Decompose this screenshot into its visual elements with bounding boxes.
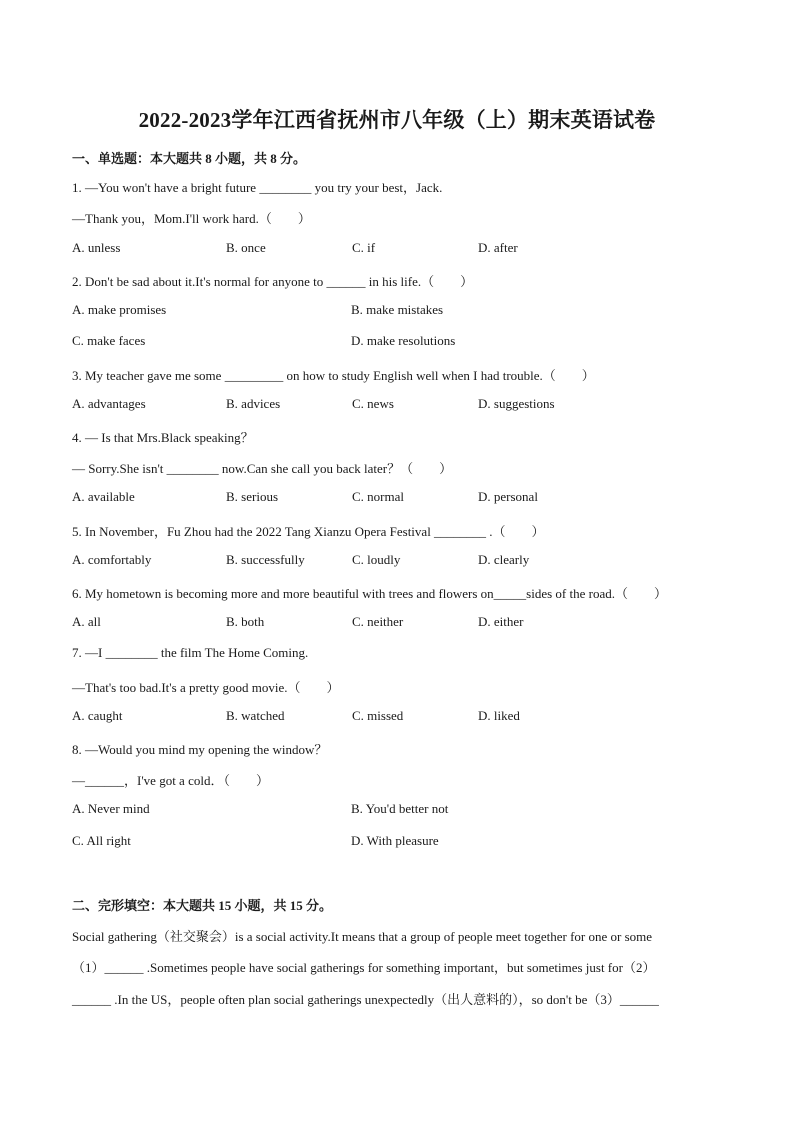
section-heading-single-choice: 一、单选题：本大题共 8 小题，共 8 分。 (72, 151, 307, 166)
question-5-option-d: D. clearly (478, 552, 530, 567)
question-3-option-d: D. suggestions (478, 396, 555, 411)
question-7-stem: 7. —I ________ the film The Home Coming. (72, 645, 309, 660)
question-2-option-b: B. make mistakes (351, 302, 444, 317)
question-6-option-b: B. both (226, 614, 265, 629)
question-4-option-d: D. personal (478, 489, 538, 504)
question-1-option-c: C. if (352, 240, 376, 255)
question-2-option-a: A. make promises (72, 302, 167, 317)
question-8-option-b: B. You'd better not (351, 801, 449, 816)
question-4-stem: 4. — Is that Mrs.Black speaking？ (72, 430, 254, 445)
passage-line-1: Social gathering（社交聚会）is a social activity.It means that a group of people meet together for one or some (72, 929, 653, 944)
question-8-option-c: C. All right (72, 833, 131, 848)
question-3-option-b: B. advices (226, 396, 281, 411)
question-2-stem: 2. Don't be sad about it.It's normal for anyone to ______ in his life.（ ） (72, 274, 474, 289)
question-1-option-d: D. after (478, 240, 518, 255)
question-3-option-a: A. advantages (72, 396, 146, 411)
question-8-reply: —______，I've got a cold．（ ） (72, 773, 269, 788)
question-6-option-c: C. neither (352, 614, 404, 629)
question-8-stem: 8. —Would you mind my opening the window？ (72, 742, 328, 757)
question-7-option-a: A. caught (72, 708, 123, 723)
passage-line-2: （1）______ .Sometimes people have social gatherings for something important，but sometimes just for（2） (72, 960, 656, 975)
question-7-reply: —That's too bad.It's a pretty good movie.（ ） (72, 680, 340, 695)
question-4-option-c: C. normal (352, 489, 404, 504)
question-7-option-d: D. liked (478, 708, 520, 723)
question-8-option-a: A. Never mind (72, 801, 150, 816)
question-6-stem: 6. My hometown is becoming more and more beautiful with trees and flowers on_____sides of the road.（ ） (72, 586, 667, 601)
exam-title: 2022-2023学年江西省抚州市八年级（上）期末英语试卷 (138, 108, 656, 132)
question-6-option-a: A. all (72, 614, 101, 629)
question-5-option-c: C. loudly (352, 552, 401, 567)
question-6-option-d: D. either (478, 614, 524, 629)
question-7-option-b: B. watched (226, 708, 285, 723)
question-4-reply: — Sorry.She isn't ________ now.Can she call you back later？（ ） (72, 461, 453, 476)
question-4-option-a: A. available (72, 489, 135, 504)
question-1-option-a: A. unless (72, 240, 121, 255)
question-1-reply: —Thank you，Mom.I'll work hard.（ ） (72, 211, 311, 226)
question-2-option-c: C. make faces (72, 333, 146, 348)
question-5-option-b: B. successfully (226, 552, 305, 567)
passage-line-3: ______ .In the US，people often plan social gatherings unexpectedly（出人意料的），so don't be（3）______ (72, 992, 659, 1007)
question-2-option-d: D. make resolutions (351, 333, 456, 348)
question-8-option-d: D. With pleasure (351, 833, 439, 848)
question-5-stem: 5. In November，Fu Zhou had the 2022 Tang Xianzu Opera Festival ________ .（ ） (72, 524, 545, 539)
question-3-option-c: C. news (352, 396, 394, 411)
question-1-stem: 1. —You won't have a bright future ________ you try your best，Jack. (72, 180, 443, 195)
question-3-stem: 3. My teacher gave me some _________ on how to study English well when I had trouble.（ ） (72, 368, 595, 383)
section-heading-cloze: 二、完形填空：本大题共 15 小题，共 15 分。 (72, 898, 333, 913)
question-1-option-b: B. once (226, 240, 266, 255)
question-7-option-c: C. missed (352, 708, 404, 723)
question-5-option-a: A. comfortably (72, 552, 152, 567)
question-4-option-b: B. serious (226, 489, 278, 504)
